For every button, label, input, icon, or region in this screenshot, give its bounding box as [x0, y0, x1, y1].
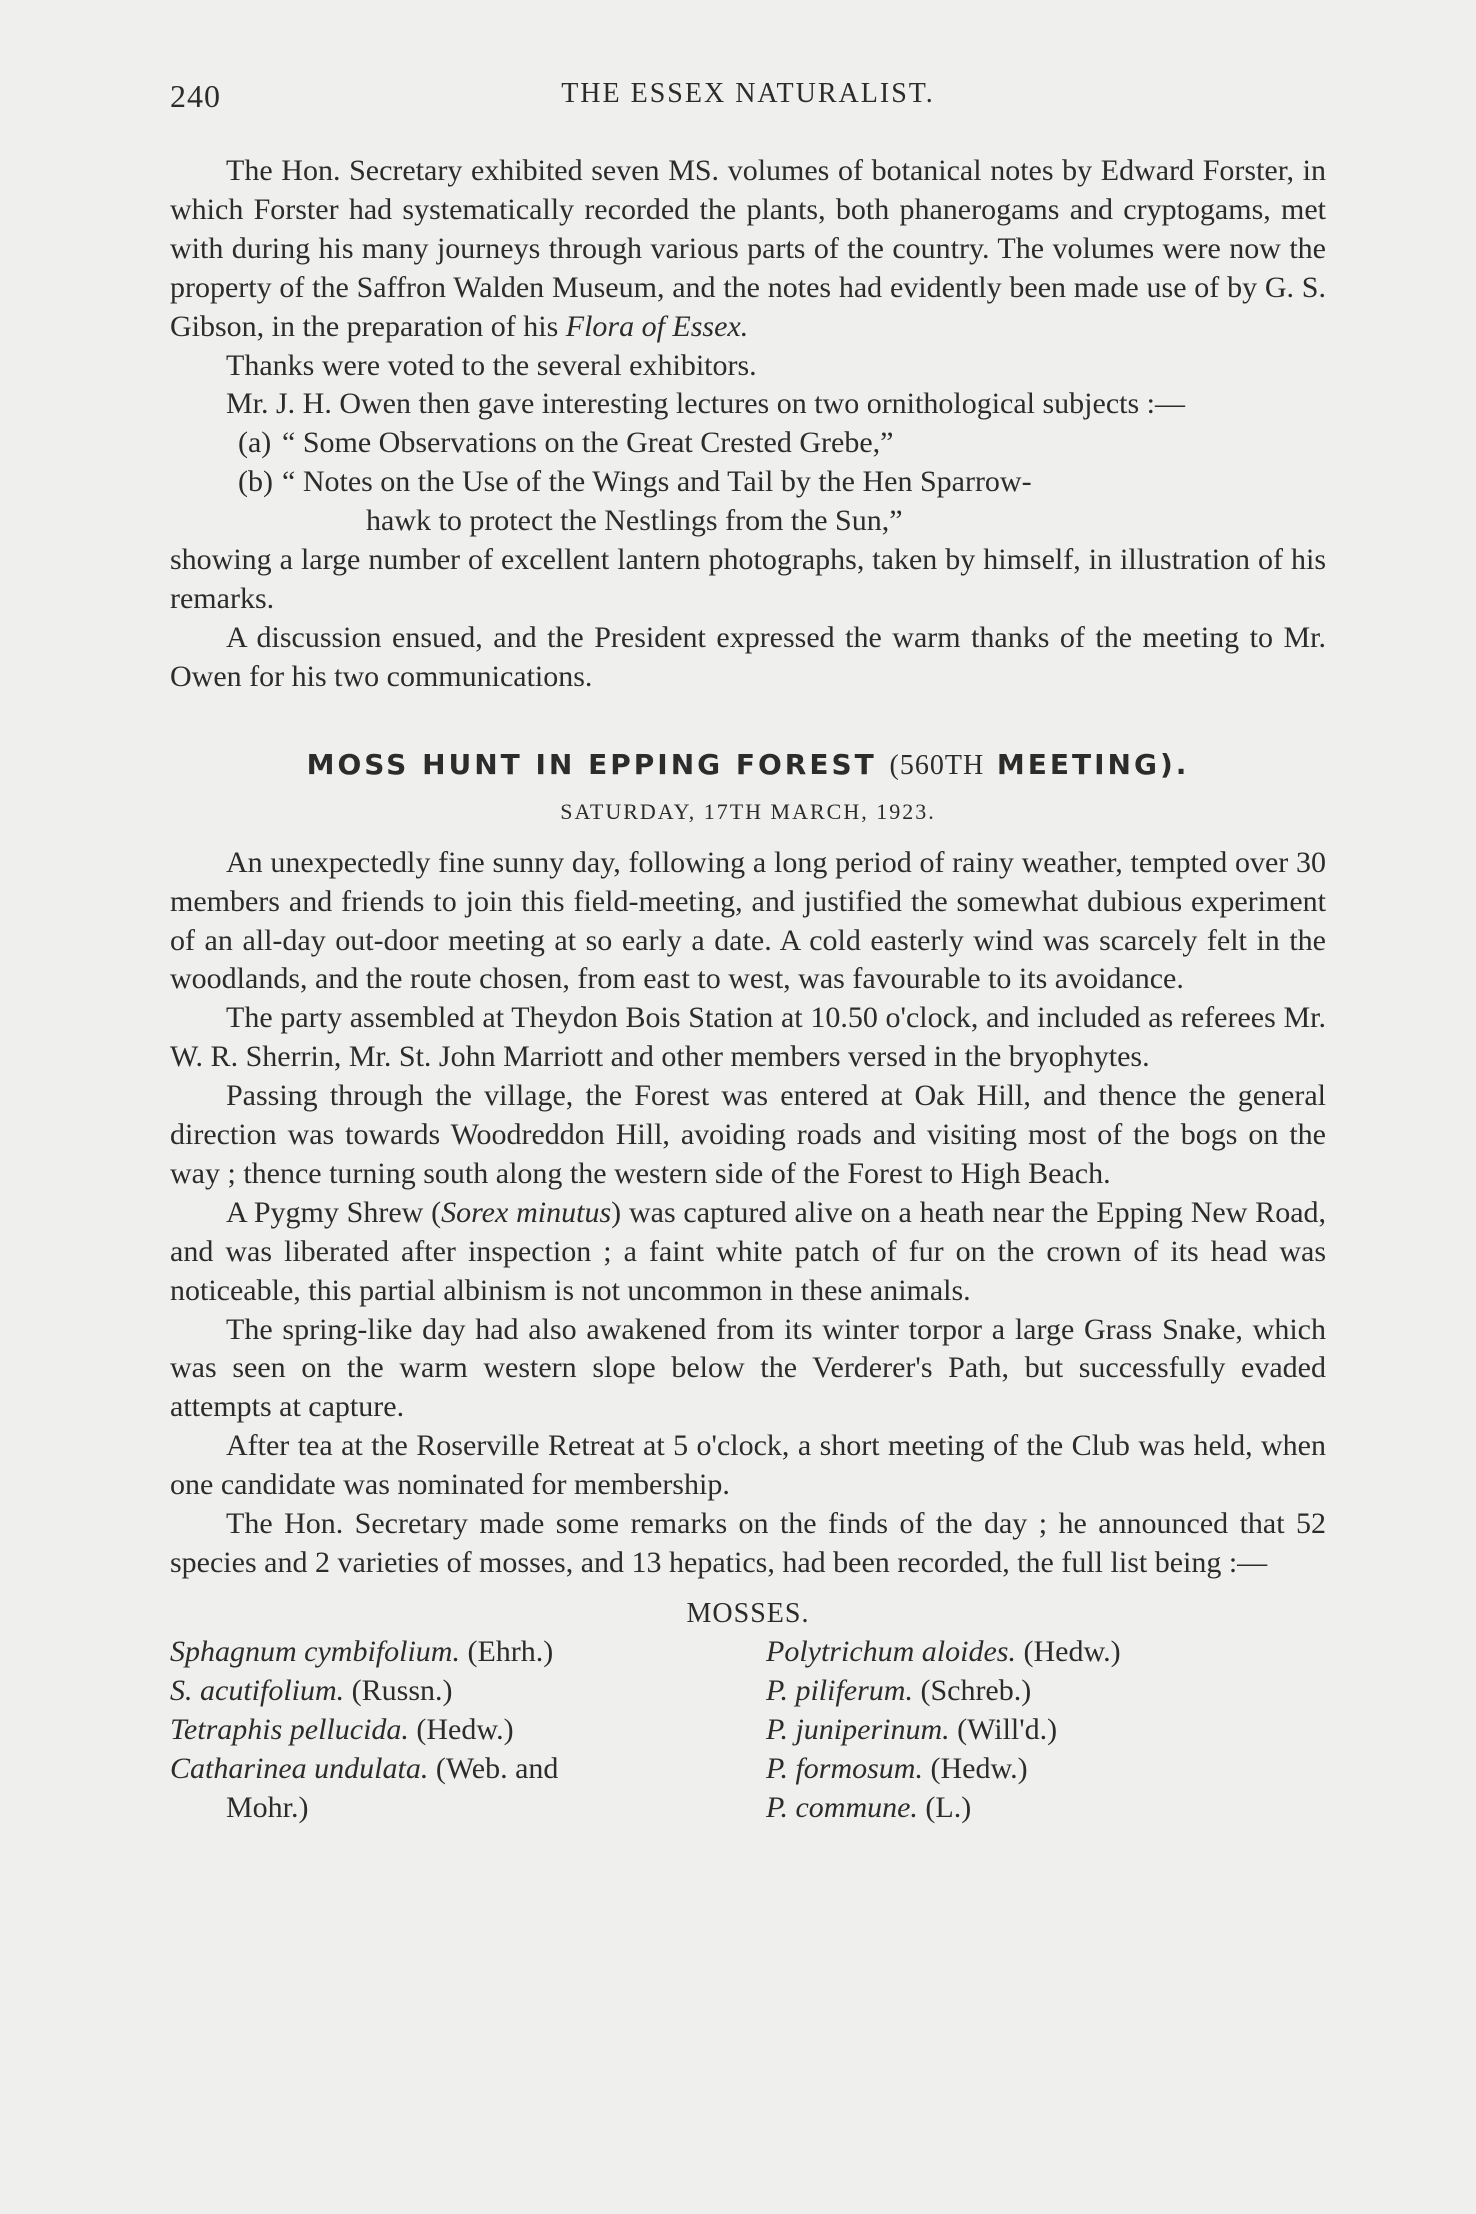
paragraph-route: Passing through the village, the Forest was entered at Oak Hill, and thence the general direction was towards Woodreddon Hill, avoiding roads and visiting most of the bogs on the way ; thence turning south along the western side of the Forest to High Beach.	[170, 1079, 1326, 1190]
moss-name: Tetraphis pellucida.	[170, 1712, 409, 1746]
paragraph-snake: The spring-like day had also awakened from its winter torpor a large Grass Snake, which was seen on the warm western slope below the Verderer's Path, but successfully evaded attempts at capture.	[170, 1312, 1326, 1424]
section-title-end: MEETING).	[996, 747, 1190, 781]
moss-name: Catharinea undulata.	[170, 1751, 429, 1785]
list-marker: (b)	[238, 465, 273, 499]
mosses-list	[170, 1633, 1326, 1828]
running-head: THE ESSEX NATURALIST.	[561, 78, 935, 109]
moss-name: P. formosum.	[766, 1751, 923, 1785]
moss-authority: (Hedw.)	[416, 1712, 514, 1746]
meeting-date: SATURDAY, 17TH MARCH, 1923.	[560, 798, 936, 824]
book-title: Flora of Essex.	[565, 309, 749, 343]
moss-name: Sphagnum cymbifolium.	[170, 1634, 460, 1668]
paragraph-text: A Pygmy Shrew (	[226, 1195, 442, 1229]
body-text	[170, 152, 1326, 1827]
section-title	[170, 745, 1326, 786]
moss-authority: (Ehrh.)	[467, 1634, 554, 1668]
page-header	[170, 78, 1326, 118]
mosses-right-column	[766, 1633, 1326, 1828]
moss-name: P. commune.	[766, 1790, 918, 1824]
paragraph-exhibit	[170, 152, 1326, 347]
moss-entry	[766, 1750, 1326, 1789]
moss-name: P. piliferum.	[766, 1673, 913, 1707]
paragraph-weather: An unexpectedly fine sunny day, following a long period of rainy weather, tempted over 30 members and friends to join this field-meeting, and justified the somewhat dubious experiment of an all-day out-door meeting at so early a date. A cold easterly wind was scarcely felt in the woodlands, and the route chosen, from east to west, was favourable to its avoidance.	[170, 845, 1326, 996]
moss-authority: (Hedw.)	[1023, 1634, 1121, 1668]
moss-entry	[766, 1672, 1326, 1711]
paragraph-finds: The Hon. Secretary made some remarks on the finds of the day ; he announced that 52 species and 2 varieties of mosses, and 13 hepatics, had been recorded, the full list being :—	[170, 1507, 1326, 1579]
moss-entry	[170, 1750, 730, 1789]
paragraph-lectures: Mr. J. H. Owen then gave interesting lectures on two ornithological subjects :—	[226, 387, 1185, 421]
moss-authority: (Will'd.)	[957, 1712, 1058, 1746]
paragraph-photographs: showing a large number of excellent lantern photographs, taken by himself, in illustration of his remarks.	[170, 543, 1326, 615]
paragraph-assembly: The party assembled at Theydon Bois Station at 10.50 o'clock, and included as referees Mr. W. R. Sherrin, Mr. St. John Marriott and other members versed in the bryophytes.	[170, 1001, 1326, 1074]
moss-name: P. juniperinum.	[766, 1712, 950, 1746]
mosses-heading: MOSSES.	[686, 1597, 810, 1629]
moss-entry	[766, 1711, 1326, 1750]
lecture-item-b	[170, 463, 1326, 502]
paragraph-text: The Hon. Secretary exhibited seven MS. volumes of botanical notes by Edward Forster, in which Forster had systematically recorded the plants, both phanerogams and cryptogams, met with during his many journeys through various parts of the country. The volumes were now the property of the Saffron Walden Museum, and the notes had evidently been made use of by G. S. Gibson, in the preparation of his	[170, 154, 1326, 343]
moss-entry	[170, 1711, 730, 1750]
paragraph-text: ) was captured alive on a heath near the Epping New Road, and was liberated after inspection ; a faint white patch of fur on the crown of its head was noticeable, this partial albinism is not uncommon in these animals.	[170, 1195, 1327, 1307]
moss-entry	[766, 1633, 1326, 1672]
paragraph-shrew	[170, 1194, 1326, 1311]
list-marker: (a)	[238, 426, 272, 460]
paragraph-thanks: Thanks were voted to the several exhibitors.	[226, 348, 757, 382]
moss-authority: (L.)	[925, 1790, 972, 1824]
lecture-item-b-continuation: hawk to protect the Nestlings from the Sun,”	[366, 504, 903, 538]
species-name: Sorex minutus	[441, 1195, 612, 1229]
moss-authority-continuation: Mohr.)	[226, 1790, 309, 1824]
moss-entry	[170, 1672, 730, 1711]
lecture-item-a	[170, 424, 1326, 463]
mosses-left-column	[170, 1633, 730, 1828]
paragraph-tea: After tea at the Roserville Retreat at 5 o'clock, a short meeting of the Club was held, when one candidate was nominated for membership.	[170, 1429, 1326, 1502]
page-number: 240	[170, 78, 221, 114]
paragraph-discussion: A discussion ensued, and the President expressed the warm thanks of the meeting to Mr. Owen for his two communications.	[170, 620, 1326, 693]
moss-authority: (Russn.)	[351, 1673, 453, 1707]
moss-name: Polytrichum aloides.	[766, 1634, 1016, 1668]
moss-entry	[766, 1789, 1326, 1828]
moss-authority: (Hedw.)	[930, 1751, 1028, 1785]
section-title-number: (560TH	[889, 749, 985, 781]
section-title-main: MOSS HUNT IN EPPING FOREST	[306, 747, 877, 781]
list-item-text: “ Notes on the Use of the Wings and Tail by the Hen Sparrow-	[282, 465, 1032, 499]
moss-authority: (Web. and	[435, 1751, 559, 1785]
moss-name: S. acutifolium.	[170, 1673, 345, 1707]
list-item-text: “ Some Observations on the Great Crested Grebe,”	[282, 426, 894, 460]
moss-entry	[170, 1633, 730, 1672]
moss-authority: (Schreb.)	[920, 1673, 1032, 1707]
